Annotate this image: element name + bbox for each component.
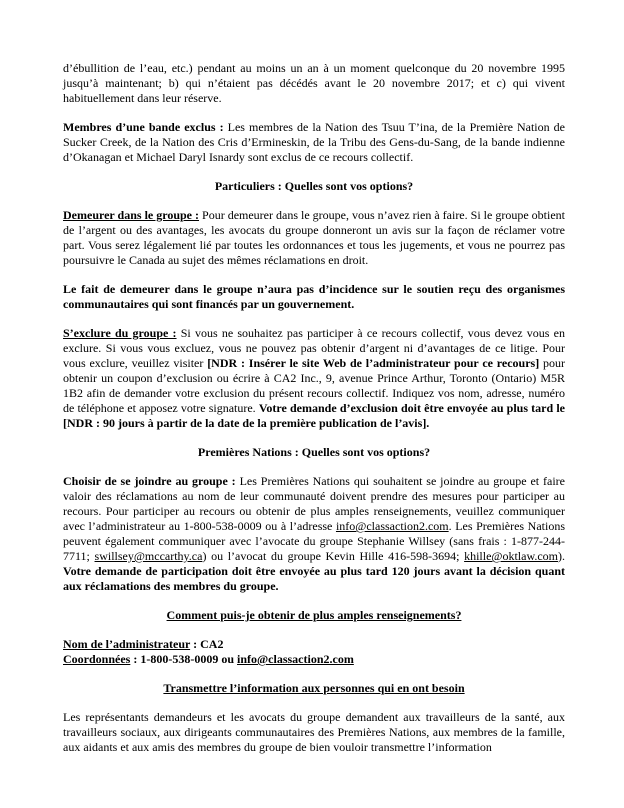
text-run: Les membres de la Nation des Tsuu T’ina, de la Première Nation de Sucker Creek, de la Nation des Cris d’Ermineskin, de la Tribu des Gens-du-Sang, de la bande indienne d’Okanagan et Michael Daryl Isnardy sont exclus de ce recours collectif. <box>63 120 565 164</box>
paragraph <box>63 61 565 106</box>
text-run: pour obtenir un coupon d’exclusion ou écrire à CA2 Inc., 9, avenue Prince Arthur, Toronto (Ontario) M5R 1B2 afin de demander votre exclusion du présent recours collectif. Indiquez vos nom, adresse, numéro de téléphone et apposez votre signature. <box>63 356 566 415</box>
text-run: Demeurer dans le groupe : <box>63 208 200 222</box>
text-run: Comment puis-je obtenir de plus amples renseignements? <box>166 608 462 622</box>
email-link[interactable]: khille@oktlaw.com <box>464 549 559 563</box>
text-run: Premières Nations : Quelles sont vos options? <box>197 445 431 459</box>
text-run: Votre demande de participation doit être envoyée au plus tard 120 jours avant la décision quant aux réclamations des membres du groupe. <box>63 564 565 593</box>
document-body <box>63 61 565 755</box>
paragraph <box>63 637 565 652</box>
text-run: : CA2 <box>190 637 224 651</box>
text-run: Pour demeurer dans le groupe, vous n’avez rien à faire. Si le groupe obtient de l’argent ou des avantages, les avocats du groupe donneront un avis sur la façon de réclamer votre part. Vous serez légalement lié par toutes les ordonnances et tous les jugements, et vous ne pourrez pas poursuivre le Canada au sujet des mêmes réclamations en droit. <box>63 208 565 267</box>
text-run: Coordonnées <box>63 652 131 666</box>
text-run: . Les Premières Nations peuvent également communiquer avec l’avocate du groupe Stephanie Willsey (sans frais : 1-877-244-7711; <box>63 519 566 563</box>
text-run: Transmettre l’information aux personnes qui en ont besoin <box>163 681 465 695</box>
text-run: Membres d’une bande exclus : <box>63 120 228 134</box>
text-run: d’ébullition de l’eau, etc.) pendant au moins un an à un moment quelconque du 20 novembre 1995 jusqu’à maintenant; b) qui n’étaient pas décédés avant le 20 novembre 2017; et c) qui vivent habituellement dans leur réserve. <box>63 61 565 105</box>
text-run: : 1-800-538-0009 ou <box>130 652 238 666</box>
text-run: ). <box>558 549 566 563</box>
section-heading <box>63 179 565 194</box>
text-run: Les Premières Nations qui souhaitent se joindre au groupe et faire valoir des réclamations au nom de leur communauté doivent prendre des mesures pour participer au recours. Pour participer au recours ou obtenir de plus amples renseignements, veuillez communiquer avec l’administrateur au 1-800-538-0009 ou à l’adresse <box>63 474 565 533</box>
text-run: Les représentants demandeurs et les avocats du groupe demandent aux travailleurs de la santé, aux travailleurs sociaux, aux dirigeants communautaires des Premières Nations, aux membres de la famille, aux aidants et aux amis des membres du groupe de bien vouloir transmettre l’information <box>63 710 565 754</box>
text-run: Votre demande d’exclusion doit être envoyée au plus tard le [NDR : 90 jours à partir de la date de la première publication de l’avis]. <box>63 401 565 430</box>
text-run: Le fait de demeurer dans le groupe n’aura pas d’incidence sur le soutien reçu des organismes communautaires qui sont financés par un gouvernement. <box>63 282 565 311</box>
paragraph <box>63 474 565 594</box>
text-run: Si vous ne souhaitez pas participer à ce recours collectif, vous devez vous en exclure. Si vous vous excluez, vous ne pouvez pas obtenir d’argent ni d’avantages de ce litige. Pour vous exclure, veuillez visiter <box>63 326 565 370</box>
text-run: Nom de l’administrateur <box>63 637 191 651</box>
section-heading <box>63 681 565 696</box>
paragraph <box>63 652 565 667</box>
paragraph <box>63 710 565 755</box>
text-run: Particuliers : Quelles sont vos options? <box>214 179 414 193</box>
email-link[interactable]: swillsey@mccarthy.ca <box>94 549 203 563</box>
paragraph <box>63 208 565 268</box>
section-heading <box>63 608 565 623</box>
text-run: S’exclure du groupe : <box>63 326 177 340</box>
email-link[interactable]: info@classaction2.com <box>237 652 354 666</box>
email-link[interactable]: info@classaction2.com <box>335 519 449 533</box>
text-run: ) ou l’avocat du groupe Kevin Hille 416-598-3694; <box>202 549 465 563</box>
section-heading <box>63 445 565 460</box>
paragraph <box>63 120 565 165</box>
text-run: Choisir de se joindre au groupe : <box>63 474 240 488</box>
paragraph <box>63 326 565 431</box>
text-run: [NDR : Insérer le site Web de l’administrateur pour ce recours] <box>207 356 540 370</box>
paragraph <box>63 282 565 312</box>
